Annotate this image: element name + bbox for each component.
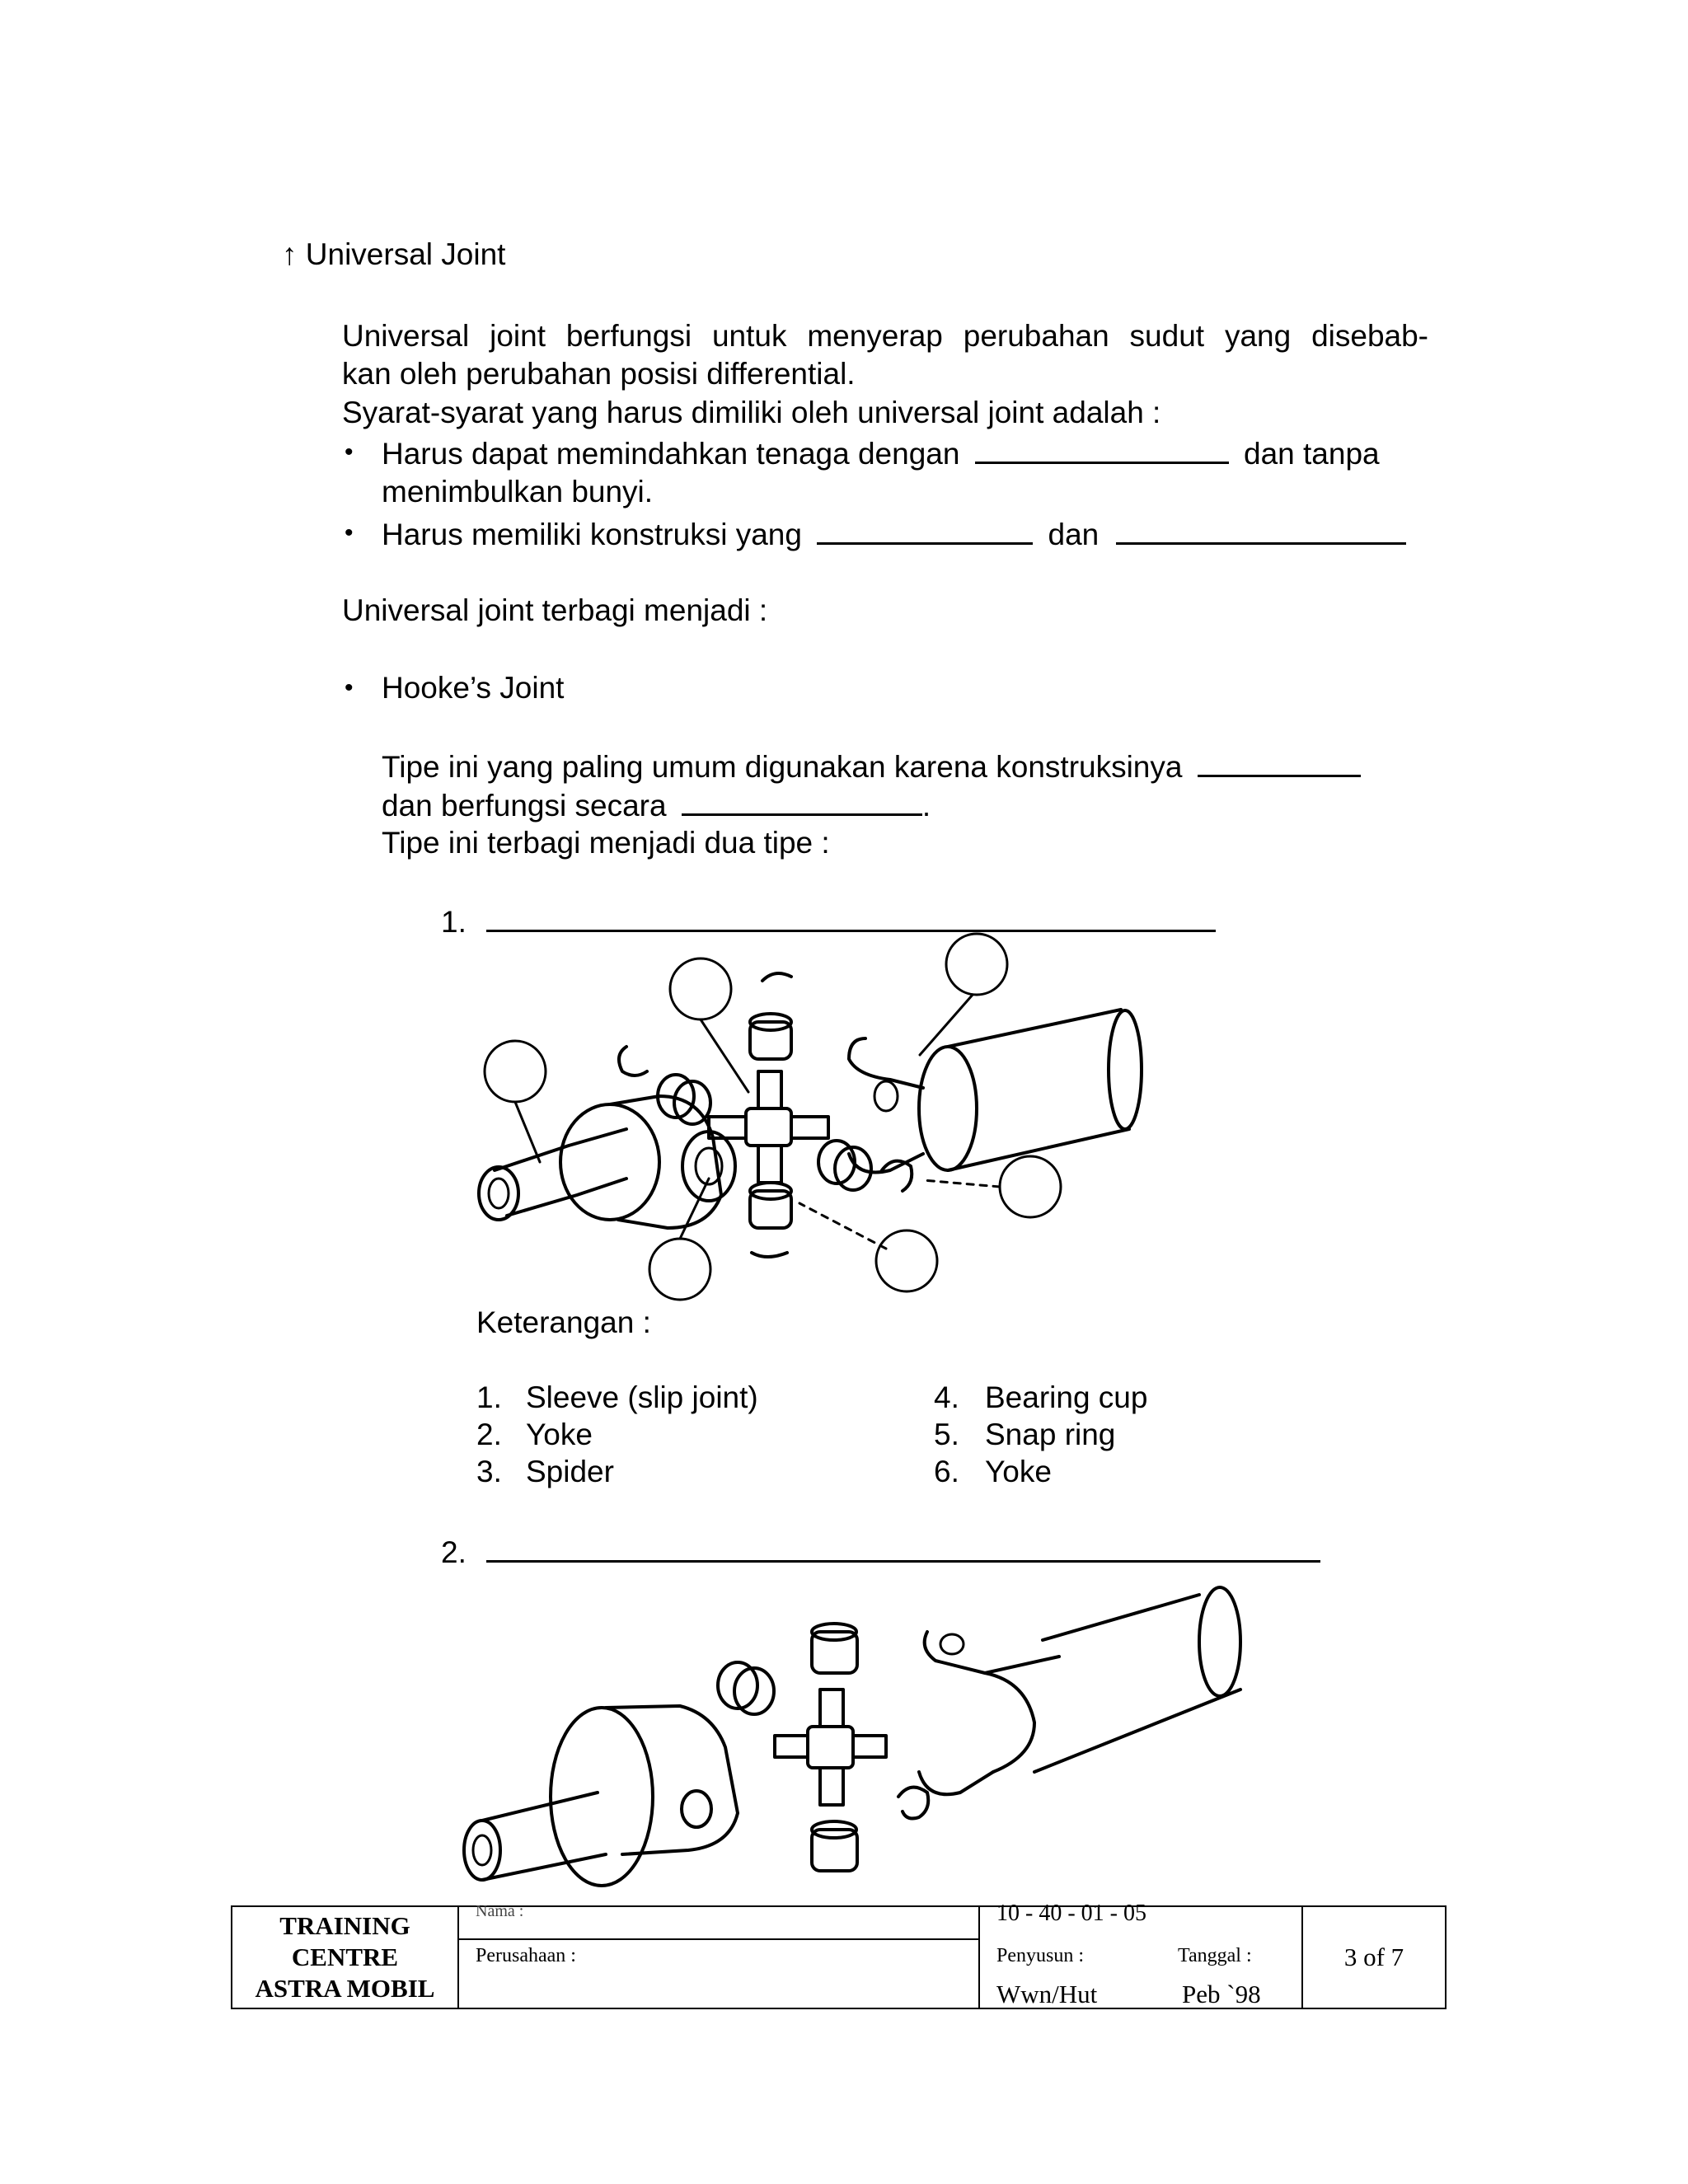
requirement-1-continuation: menimbulkan bunyi. bbox=[382, 475, 654, 509]
answer-blank[interactable] bbox=[486, 1532, 1320, 1563]
hooke-joint-exploded-diagram bbox=[462, 931, 1179, 1319]
intro-line-3: Syarat-syarat yang harus dimiliki oleh universal joint adalah : bbox=[342, 396, 1161, 429]
tanggal-label: Tanggal : bbox=[1178, 1945, 1252, 1966]
section-heading bbox=[282, 236, 505, 274]
requirement-1-after: dan tanpa bbox=[1244, 437, 1380, 471]
legend-item-5-number: 5. bbox=[934, 1418, 959, 1451]
requirement-2-text: Harus memiliki konstruksi yang bbox=[382, 518, 802, 551]
legend-title: Keterangan : bbox=[476, 1305, 651, 1339]
answer-blank[interactable] bbox=[975, 434, 1229, 464]
snap-ring-part bbox=[898, 1788, 928, 1819]
legend-item-3-label: Spider bbox=[526, 1455, 614, 1488]
page-number: 3 of 7 bbox=[1302, 1906, 1446, 2008]
spider-part bbox=[775, 1690, 886, 1805]
penyusun-label: Penyusun : bbox=[996, 1945, 1085, 1966]
intro-line-1: Universal joint berfungsi untuk menyerap perubahan sudut yang disebab- bbox=[342, 319, 1428, 353]
footer-author-cell bbox=[979, 1900, 1302, 2008]
subtype-1-number: 1. bbox=[441, 905, 467, 939]
legend-item-1-label: Sleeve (slip joint) bbox=[526, 1380, 758, 1414]
requirement-2-middle: dan bbox=[1048, 518, 1100, 551]
tanggal-value: Peb `98 bbox=[1182, 1980, 1261, 2008]
subtype-2-number: 2. bbox=[441, 1535, 467, 1569]
legend-item-4-label: Bearing cup bbox=[985, 1380, 1148, 1414]
bearing-cup-part bbox=[658, 1014, 871, 1228]
sleeve-part bbox=[479, 1096, 735, 1228]
sleeve-part bbox=[464, 1706, 738, 1886]
legend-item-6-label: Yoke bbox=[985, 1455, 1052, 1488]
doc-code: 10 - 40 - 01 - 05 bbox=[996, 1900, 1146, 1926]
answer-blank[interactable] bbox=[1116, 514, 1406, 545]
legend-item-3-number: 3. bbox=[476, 1455, 502, 1488]
spider-part bbox=[709, 1071, 828, 1183]
intro-line-2: kan oleh perubahan posisi differential. bbox=[342, 357, 856, 391]
callout-circle bbox=[485, 934, 1061, 1300]
footer-company-cell bbox=[458, 1902, 979, 2008]
hooke-desc-2-after: . bbox=[921, 789, 931, 823]
answer-blank[interactable] bbox=[486, 902, 1216, 932]
bearing-cup-part bbox=[718, 1624, 857, 1871]
yoke-tube-part bbox=[849, 1010, 1142, 1173]
answer-blank[interactable] bbox=[817, 514, 1033, 545]
hooke-desc-line-2 bbox=[382, 785, 931, 825]
penyusun-value: Wwn/Hut bbox=[996, 1980, 1098, 2008]
legend-item-2-number: 2. bbox=[476, 1418, 502, 1451]
snap-ring-part bbox=[619, 973, 912, 1257]
answer-blank[interactable] bbox=[682, 785, 922, 816]
requirement-1 bbox=[382, 434, 1428, 473]
legend-item-4-number: 4. bbox=[934, 1380, 959, 1414]
yoke-tube-part bbox=[919, 1587, 1240, 1794]
types-intro: Universal joint terbagi menjadi : bbox=[342, 593, 768, 627]
legend-item-1-number: 1. bbox=[476, 1380, 502, 1414]
nama-label: Nama : bbox=[476, 1902, 524, 1920]
requirement-1-text: Harus dapat memindahkan tenaga dengan bbox=[382, 437, 960, 471]
answer-blank[interactable] bbox=[1198, 747, 1361, 777]
perusahaan-label: Perusahaan : bbox=[476, 1945, 576, 1966]
section-title: Universal Joint bbox=[305, 237, 506, 271]
hooke-desc-line-3: Tipe ini terbagi menjadi dua tipe : bbox=[382, 826, 830, 860]
legend-item-6-number: 6. bbox=[934, 1455, 959, 1488]
legend-item-2-label: Yoke bbox=[526, 1418, 593, 1451]
arrow-up-icon: ↑ bbox=[282, 237, 298, 271]
cross-joint-exploded-diagram bbox=[457, 1582, 1273, 1887]
footer-organization: TRAINING CENTRE ASTRA MOBIL bbox=[232, 1906, 458, 2008]
hooke-desc-1-text: Tipe ini yang paling umum digunakan karena konstruksinya bbox=[382, 750, 1183, 784]
document-footer bbox=[231, 1900, 1447, 2009]
bullet-icon: • bbox=[345, 674, 354, 701]
hooke-desc-2-text: dan berfungsi secara bbox=[382, 789, 667, 823]
subtype-2 bbox=[441, 1532, 1320, 1572]
hooke-title: Hooke’s Joint bbox=[382, 671, 565, 705]
requirement-2 bbox=[382, 514, 1406, 554]
bullet-icon: • bbox=[345, 438, 354, 466]
hooke-desc-line-1 bbox=[382, 747, 1361, 786]
legend-item-5-label: Snap ring bbox=[985, 1418, 1116, 1451]
bullet-icon: • bbox=[345, 519, 354, 546]
